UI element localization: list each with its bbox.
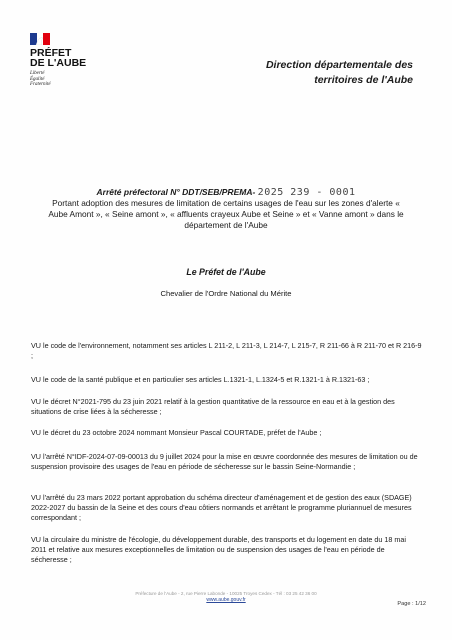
arrete-label: Arrêté préfectoral N° DDT/SEB/PREMA- (96, 187, 256, 197)
footer-address: Préfecture de l'Aube - 2, rue Pierre Labonde - 10025 Troyes Cedex - Tél : 03 25 42 36 00 (135, 591, 317, 596)
arrete-reference (0, 187, 452, 198)
direction-heading (193, 58, 413, 88)
vu-paragraph: VU le code de la santé publique et en particulier ses articles L.1321-1, L.1324-5 et R.1321-1 à R.1321-63 ; (31, 375, 370, 384)
vu-paragraph: VU l'arrêté du 23 mars 2022 portant approbation du schéma directeur d'aménagement et de gestion des eaux (SDAGE) 2022-2027 du bassin de la Seine et des cours d'eau côtiers normands et arrêtant le programme pluriannuel de mesures correspondant ; (31, 493, 412, 523)
republic-motto (30, 71, 100, 88)
logo-line-2: DE L'AUBE (30, 57, 87, 69)
footer-website-link[interactable]: www.aube.gouv.fr (206, 597, 246, 603)
motto-egalite: Égalité (30, 76, 45, 82)
prefet-title: Le Préfet de l'Aube (186, 267, 266, 277)
direction-line-1: Direction départementale des (265, 59, 413, 71)
arrete-handwritten-number: 2025 239 - 0001 (257, 187, 356, 198)
logo-title (30, 48, 100, 68)
page-footer (0, 590, 452, 604)
vu-paragraph: VU l'arrêté N°IDF-2024-07-09-00013 du 9 juillet 2024 pour la mise en œuvre coordonnée des mesures de limitation ou de suspension provisoire des usages de l'eau en période de sécheresse sur le bassin Seine-Normandie ; (31, 452, 418, 472)
vu-paragraph: VU le décret N°2021-795 du 23 juin 2021 relatif à la gestion quantitative de la ressource en eau et à la gestion des situations de crise liées à la sécheresse ; (31, 397, 395, 417)
vu-paragraph: VU le décret du 23 octobre 2024 nommant Monsieur Pascal COURTADE, préfet de l'Aube ; (31, 428, 322, 437)
marianne-flag-icon (30, 33, 50, 45)
direction-line-2: territoires de l'Aube (314, 74, 413, 86)
page-number: Page : 1/12 (397, 601, 426, 607)
vu-paragraph: VU la circulaire du ministre de l'écologie, du développement durable, des transports et du logement en date du 18 mai 2011 et relative aux mesures exceptionnelles de limitation ou de suspension des usages de l'eau en période de sécheresse ; (31, 535, 406, 565)
prefet-distinction: Chevalier de l'Ordre National du Mérite (160, 289, 292, 298)
vu-paragraph: VU le code de l'environnement, notamment ses articles L 211-2, L 211-3, L 214-7, L 215-7, R 211-66 à R 211-70 et R 216-9 ; (31, 341, 422, 361)
motto-liberte: Liberté (30, 71, 45, 76)
logo-line-1: PRÉFET (30, 47, 72, 59)
prefecture-logo (30, 33, 100, 88)
motto-fraternite: Fraternité (30, 82, 51, 88)
arrete-object: Portant adoption des mesures de limitation de certains usages de l'eau sur les zones d'alerte « Aube Amont », « Seine amont », « affluents crayeux Aube et Seine » et « Vanne amont » dans le département de l'Aube (48, 198, 404, 230)
